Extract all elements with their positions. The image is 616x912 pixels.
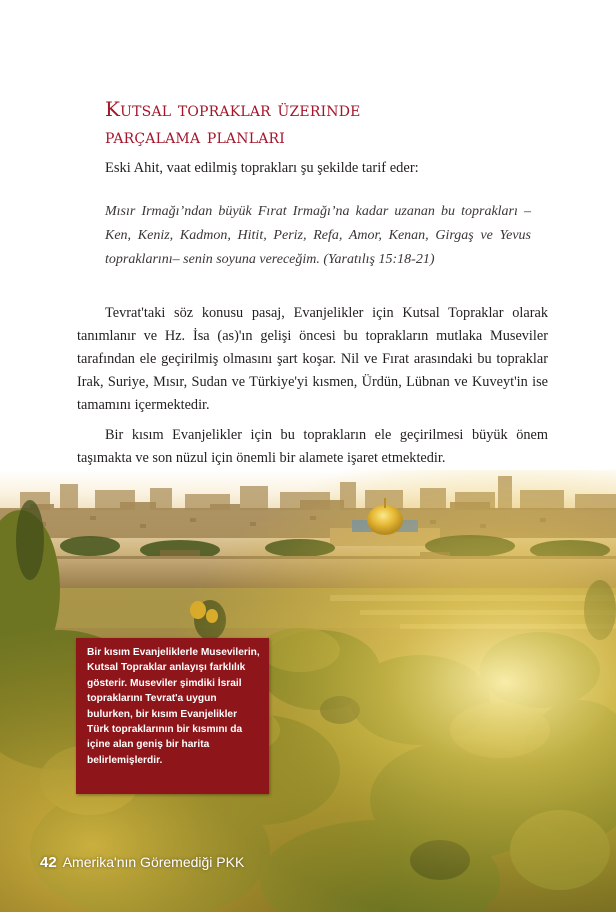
page-footer [40,852,244,872]
body-paragraph-2: Bir kısım Evanjelikler için bu toprakların ele geçirilmesi büyük önem taşımakta ve son nüzul için önemli bir alamete işaret etmektedir. [77,427,548,466]
book-title: Amerika'nın Göremediği PKK [62,854,245,870]
intro-sentence: Eski Ahit, vaat edilmiş toprakları şu şekilde tarif eder: [105,160,419,176]
section-heading [105,96,525,150]
section-heading-line-2: parçalama planları [105,124,285,148]
scripture-quote: Mısır Irmağı’ndan büyük Fırat Irmağı’na kadar uzanan bu toprakları –Ken, Keniz, Kadmon, Hitit, Periz, Refa, Amor, Kenan, Girgaş ve Yevus topraklarını– senin soyuna vereceğim. (Yaratılış 15:18-21) [105,204,531,267]
body-paragraph-1: Tevrat'taki söz konusu pasaj, Evanjelikler için Kutsal Topraklar olarak tanımlanır ve Hz. İsa (as)'ın gelişi öncesi bu toprakların mutlaka Museviler tarafından ele geçirilmiş olmasını şart koşar. Nil ve Fırat arasındaki bu topraklar Irak, Suriye, Mısır, Sudan ve Türkiye'yi kısmen, Ürdün, Lübnan ve Kuveyt'in ise tamamını içermektedir. [77,305,548,413]
section-heading-line-1: Kutsal topraklar üzerinde [105,97,361,121]
page-number: 42 [40,854,57,871]
photo-caption-box: Bir kısım Evanjeliklerle Musevilerin, Kutsal Topraklar anlayışı farklılık gösterir. Museviler şimdiki İsrail topraklarını Tevrat'a uygun bulurken, bir kısım Evanjelikler Türk topraklarının bir kısmını da içine alan geniş bir harita belirlemişlerdir. [76,638,269,794]
